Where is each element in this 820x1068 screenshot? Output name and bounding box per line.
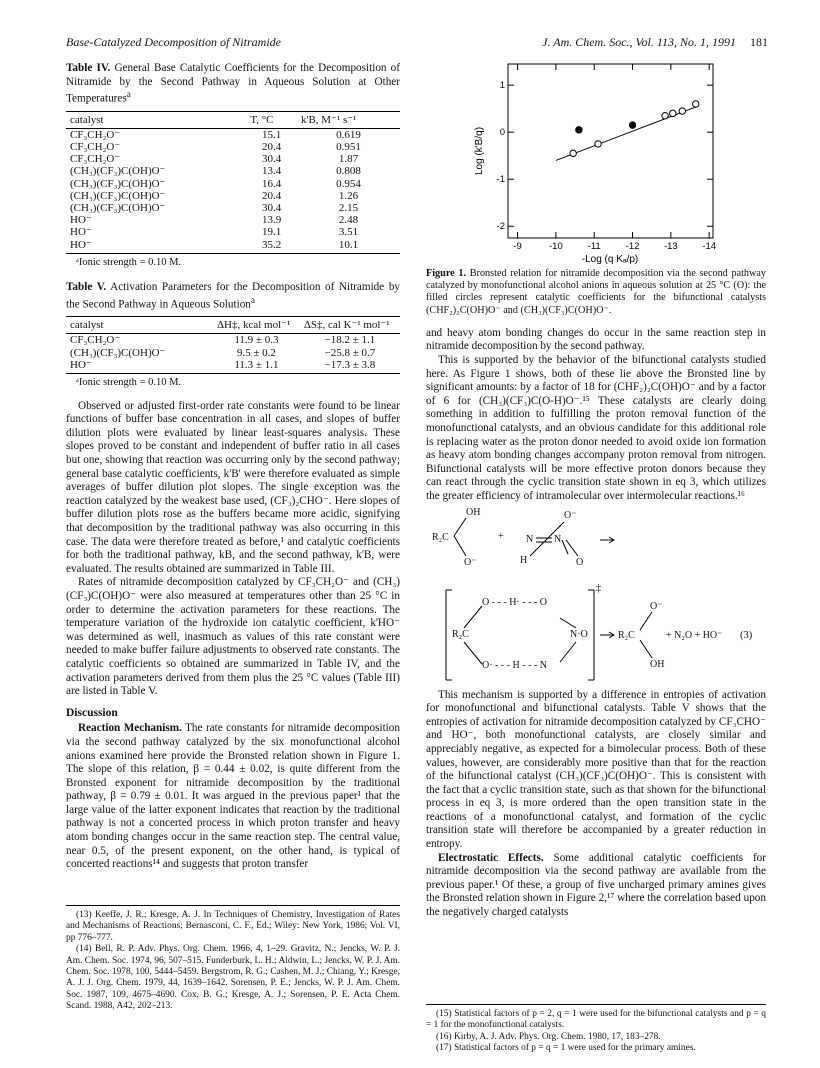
open-point-monofunctional	[570, 150, 576, 156]
table5-body	[66, 334, 400, 374]
x-tick-label: -11	[587, 241, 601, 252]
table4-row	[66, 128, 400, 141]
footnote-15: (15) Statistical factors of p = 2, q = 1 were used for the bifunctional catalysts and p = q = 1 for the monofunctional catalysts.	[426, 1009, 766, 1031]
table4-row	[66, 141, 400, 153]
open-point-monofunctional	[662, 113, 668, 119]
table5-caption-sup: a	[250, 295, 256, 306]
scheme-oh: OH	[466, 506, 481, 518]
discussion-heading: Discussion	[66, 706, 118, 719]
table5-cell: HO⁻	[66, 359, 213, 374]
scheme-plus: +	[498, 530, 504, 542]
table4-col-temp: T, °C	[246, 111, 297, 128]
right-paragraph-1: and heavy atom bonding changes do occur in the same reaction step in nitramide decomposition by the second pathway.	[426, 326, 766, 353]
table4-cell: 10.1	[297, 239, 400, 254]
x-ticks	[513, 64, 716, 252]
table4-cell: 1.26	[338, 189, 359, 202]
table5-label: Table V.	[66, 281, 107, 294]
table5-cell: −17.3 ± 3.8	[300, 359, 400, 374]
table5-cell: −18.2 ± 1.1	[324, 334, 376, 347]
table4-cell: (CH₃)(CF₃)C(OH)O⁻	[70, 189, 166, 202]
table4-cell: 20.4	[262, 140, 282, 153]
table5-row	[66, 334, 400, 347]
scheme-h: H	[520, 554, 528, 566]
left-paragraph-2: Rates of nitramide decomposition catalyzed by CF₃CH₂O⁻ and (CH₃)(CF₃)C(OH)O⁻ were also measured at temperatures other than 25 °C in order to determine the activation parameters for these reactions. The temperature variation of the hydroxide ion catalytic coefficient, k'HO⁻ was determined as well, inasmuch as values of this rate constant were needed to make buffer failure adjustments to observed rate constants. The catalytic coefficients so obtained are summarized in Table IV, and the activation parameters derived from them plus the 25 °C values (Table III) are listed in Table V.	[66, 576, 400, 698]
table4-cell: 30.4	[262, 153, 282, 166]
table5-cell: CF₃CH₂O⁻	[70, 334, 121, 347]
table4-cell: 30.4	[262, 201, 282, 214]
table4-cell: 13.9	[262, 214, 282, 227]
figure1-label: Figure 1.	[426, 268, 467, 279]
footnote-17: (17) Statistical factors of p = q = 1 were used for the primary amines.	[436, 1043, 696, 1054]
scheme-eq-number: (3)	[740, 629, 753, 641]
scheme-dagger: ‡	[596, 582, 601, 594]
table4-header-row	[66, 111, 400, 128]
electrostatic-heading: Electrostatic Effects.	[438, 851, 544, 864]
running-header-title: Base-Catalyzed Decomposition of Nitramide	[66, 35, 281, 49]
table4-col-catalyst: catalyst	[66, 111, 246, 128]
table5	[66, 316, 400, 374]
plot-frame	[508, 64, 713, 238]
table4-cell: HO⁻	[70, 214, 92, 227]
table4-cell: HO⁻	[70, 226, 92, 239]
table5-cell: 11.9 ± 0.3	[234, 334, 279, 347]
table5-col-ds: ΔS‡, cal K⁻¹ mol⁻¹	[300, 317, 400, 334]
footnote-14: (14) Bell, R. P. Adv. Phys. Org. Chem. 1966, 4, 1–29. Gravitz, N.; Jencks, W. P. J. Am. Chem. Soc. 1974, 96, 507–515. Funderburk, L. H.; Aldwin, L.; Jencks, W. P. J. Am. Chem. Soc. 1978, 100, 5444–5459. Bergstrom, R. G.; Cashen, M. J.; Chiang, Y.; Kresge, A. J. J. Org. Chem. 1979, 44, 1639–1642. Sorensen, P. E.; Jencks, W. P. J. Am. Chem. Soc. 1987, 109, 4675–4690. Cox, B. G.; Kresge, A. J.; Sorensen, P. E. Acta Chem. Scand. 1988, A42, 202–213.	[66, 944, 400, 1012]
page-number: 181	[750, 35, 768, 49]
table4-footnote: ᵃIonic strength = 0.10 M.	[76, 256, 182, 268]
open-point-monofunctional	[693, 101, 699, 107]
table4-col-kb: k'B, M⁻¹ s⁻¹	[297, 111, 400, 128]
right-footnotes	[426, 1004, 766, 1055]
x-tick-label: -9	[513, 241, 522, 252]
mechanism-heading: Reaction Mechanism.	[78, 722, 182, 735]
scheme-r2c: R₂C	[432, 531, 449, 543]
table4-cell: 15.1	[262, 128, 282, 141]
table4-row	[66, 214, 400, 226]
left-paragraph-1: Observed or adjusted first-order rate constants were found to be linear functions of buffer base concentration in all cases, and slopes of buffer dilution plots were evaluated by linear least-squares analysis. These slopes proved to be constant and independent of buffer ratio in all cases but one, showing that reaction was occurring only by the second pathway; general base catalytic coefficients, k'B' were therefore evaluated as simple averages of buffer dilution plot slopes. The single exception was the reaction catalyzed by the weakest base used, (CF₃)₂CHO⁻. Here slopes of buffer dilution plots rose as the buffers became more acidic, signifying that decomposition by the traditional pathway was also occurring in this case. The data were therefore treated as before,¹ and catalytic coefficients for both the traditional pathway, kB, and the second pathway, k'B, were evaluated. The results obtained are summarized in Table III.	[66, 399, 400, 575]
filled-point-bifunctional	[629, 122, 635, 128]
table4-cell: 0.808	[336, 165, 361, 178]
table4-cell: 13.4	[262, 165, 282, 178]
y-tick-label: -2	[496, 221, 505, 233]
right-paragraph-4-text: Some additional catalytic coefficients for nitramide decomposition via the second pathway are available from the previous paper.¹ Of these, a group of five uncharged primary amines gives the Bronsted relation shown in Figure 2,¹⁷ where the correlation based upon the negatively charged catalysts	[426, 851, 767, 919]
bronsted-fit-line	[556, 106, 698, 160]
table5-col-dh: ΔH‡, kcal mol⁻¹	[213, 317, 300, 334]
scheme-n-left: N	[526, 533, 534, 545]
scheme-ts-r2c: R₂C	[452, 628, 469, 640]
filled-point-bifunctional	[576, 127, 582, 133]
y-ticks	[497, 80, 713, 232]
table4-cell: 20.4	[262, 189, 282, 202]
left-paragraph-3	[66, 722, 400, 872]
open-point-monofunctional	[679, 108, 685, 114]
table5-caption	[66, 281, 400, 312]
table4-row	[66, 226, 400, 238]
table4-cell: 0.951	[336, 140, 361, 153]
left-paragraph-3-text: The rate constants for nitramide decomposition via the second pathway catalyzed by the six monofunctional alcohol anions examined here provide the Bronsted relation shown in Figure 1. The slope of this relation, β = 0.44 ± 0.02, is quite different from the Bronsted exponent for nitramide decomposition by the traditional pathway, β = 0.79 ± 0.01. It was argued in the previous paper¹ that the large value of the latter exponent indicates that reaction by the traditional pathway is not a concerted process in which proton transfer and heavy atom bonding changes occur in the same reaction step. The central value, near 0.5, of the present exponent, on the other hand, is typical of concerted reactions¹⁴ and suggests that proton transfer	[66, 722, 400, 871]
table5-row	[66, 359, 400, 374]
table4-cell: CF₃CH₂O⁻	[70, 153, 121, 166]
right-paragraph-4	[426, 852, 766, 920]
table4-cell: (CH₃)(CF₃)C(OH)O⁻	[70, 165, 166, 178]
running-header-journal	[542, 35, 768, 50]
figure1-caption	[426, 268, 766, 317]
table5-cell: −25.8 ± 0.7	[324, 346, 376, 359]
table4-cell: 0.619	[336, 128, 361, 141]
open-point-monofunctional	[670, 110, 676, 116]
table4-cell: 16.4	[262, 177, 282, 190]
table4-cell: 35.2	[246, 239, 297, 254]
y-tick-label: 1	[499, 80, 505, 92]
x-tick-label: -13	[663, 241, 678, 252]
journal-citation: J. Am. Chem. Soc., Vol. 113, No. 1, 1991	[542, 35, 736, 49]
table4-caption	[66, 62, 400, 107]
right-paragraph-3: This mechanism is supported by a difference in entropies of activation for monofunctional and bifunctional catalysts. Table V shows that the entropies of activation for nitramide decomposition catalyzed by CF₃CHO⁻ and HO⁻, both monofunctional catalysts, are closely similar and appreciably negative, as expected for a bimolecular process. Both of these values, however, are considerably more positive than that for the reaction of the bifunctional catalyst (CH₃)(CF₃)C(OH)O⁻. This is consistent with the fact that a cyclic transition state, such as that shown for the bifunctional process in eq 3, is more ordered than the open transition state in the reactions of a monofunctional catalyst, and formation of the cyclic transition state will therefore be accompanied by a greater reduction in entropy.	[426, 688, 766, 851]
y-tick-label: 0	[499, 127, 505, 139]
table4-row	[66, 239, 400, 254]
table4-row	[66, 190, 400, 202]
table5-header-row	[66, 317, 400, 334]
table4-body	[66, 128, 400, 253]
table4-cell: CF₃CH₂O⁻	[70, 128, 121, 141]
scheme-o: O	[576, 556, 584, 568]
table4-cell: 19.1	[262, 226, 282, 239]
scheme-n-right: N	[554, 533, 562, 545]
right-column	[426, 268, 766, 920]
y-axis-label: Log (k'B/q)	[474, 126, 485, 176]
table5-cell: 9.5 ± 0.2	[236, 346, 276, 359]
scheme-prod-rest: + N₂O + HO⁻	[666, 629, 723, 641]
figure1-chart	[470, 60, 732, 268]
scheme-ts-n-o: N·O	[570, 628, 588, 640]
table4-cell: 0.954	[336, 177, 361, 190]
footnote-16: (16) Kirby, A. J. Adv. Phys. Org. Chem. 1980, 17, 183–278.	[436, 1031, 661, 1042]
table5-footnote: ᵃIonic strength = 0.10 M.	[76, 377, 182, 389]
scheme-o-minus: O⁻	[464, 556, 477, 568]
table4-cell: 2.15	[338, 201, 359, 214]
footnote-13: (13) Keeffe, J. R.; Kresge, A. J. In Techniques of Chemistry, Investigation of Rates and Mechanisms of Reactions; Bernasconi, C. F., Ed.; Wiley: New York, 1986; Vol. VI, pp 776–777.	[66, 910, 400, 943]
y-tick-label: -1	[496, 174, 505, 186]
table4-row	[66, 202, 400, 214]
scheme-ts-o-h-o: O - - - H· - - - O	[482, 596, 547, 608]
table5-cell: 11.3 ± 1.1	[213, 359, 300, 374]
table5-cell: (CH₃)(CF₃)C(OH)O⁻	[70, 346, 166, 359]
table4-row	[66, 178, 400, 190]
x-tick-label: -12	[625, 241, 640, 252]
left-footnotes	[66, 905, 400, 1013]
table5-caption-text: Activation Parameters for the Decomposition of Nitramide by the Second Pathway in Aqueous Solution	[66, 281, 401, 311]
scheme-prod-oh: OH	[650, 658, 665, 670]
x-tick-label: -14	[702, 241, 717, 252]
reaction-scheme-eq3	[426, 504, 766, 689]
table4	[66, 111, 400, 254]
table4-cell: 2.48	[338, 214, 359, 227]
table4-cell: (CH₃)(CF₃)C(OH)O⁻	[70, 201, 166, 214]
table4-cell: CF₃CH₂O⁻	[70, 140, 121, 153]
table4-cell: 1.87	[338, 153, 359, 166]
open-point-monofunctional	[595, 141, 601, 147]
table4-label: Table IV.	[66, 62, 111, 74]
scheme-o-minus-top: O⁻	[564, 509, 577, 521]
table4-cell: (CH₃)(CF₃)C(OH)O⁻	[70, 177, 166, 190]
table4-caption-text: General Base Catalytic Coefficients for the Decomposition of Nitramide by the Second Pathway in Aqueous Solution at Other Temperatures	[66, 62, 400, 105]
x-axis-label: -Log (q Kₐ/p)	[581, 254, 639, 265]
table5-col-catalyst: catalyst	[66, 317, 213, 334]
figure1-caption-text: Bronsted relation for nitramide decomposition via the second pathway catalyzed by monofunctional alcohol anions in aqueous solution at 25 °C (O): the filled circles represent catalytic coefficients for the bifunctional catalysts (CHF₂)₂C(OH)O⁻ and (CH₃)(CF₃)C(OH)O⁻.	[426, 268, 766, 316]
scheme-ts-o-h-n: O· - - - H - - - N	[482, 659, 547, 671]
scheme-prod-r2c: R₂C	[618, 629, 635, 641]
x-tick-label: -10	[549, 241, 563, 252]
table4-cell: 3.51	[338, 226, 359, 239]
right-paragraph-2: This is supported by the behavior of the bifunctional catalysts studied here. As Figure 1 shows, both of these lie above the Bronsted line by significant amounts: by a factor of 18 for (CHF₂)₂C(OH)O⁻ and by a factor of 6 for (CH₃)(CF₃)C(O-H)O⁻.¹⁵ These catalysts are clearly doing something in addition to fulfilling the proton removal function of the monofunctional catalysts, and an obvious candidate for this additional role is replacing water as the proton donor needed to avoid oxide ion formation as heavy atom bonding changes accompany proton removal from nitrogen. Bifunctional catalysts will be more effective proton donors because they can react through the cyclic transition state shown in eq 3, which utilizes the greater efficiency of intramolecular over intermolecular reactions.¹⁶	[426, 354, 766, 502]
scheme-prod-o-minus: O⁻	[650, 600, 663, 612]
left-column	[66, 62, 400, 872]
table4-cell: HO⁻	[66, 239, 246, 254]
table4-row	[66, 165, 400, 177]
table5-row	[66, 347, 400, 359]
table4-row	[66, 153, 400, 165]
table4-caption-sup: a	[126, 90, 131, 101]
scheme-drawing	[426, 504, 766, 689]
